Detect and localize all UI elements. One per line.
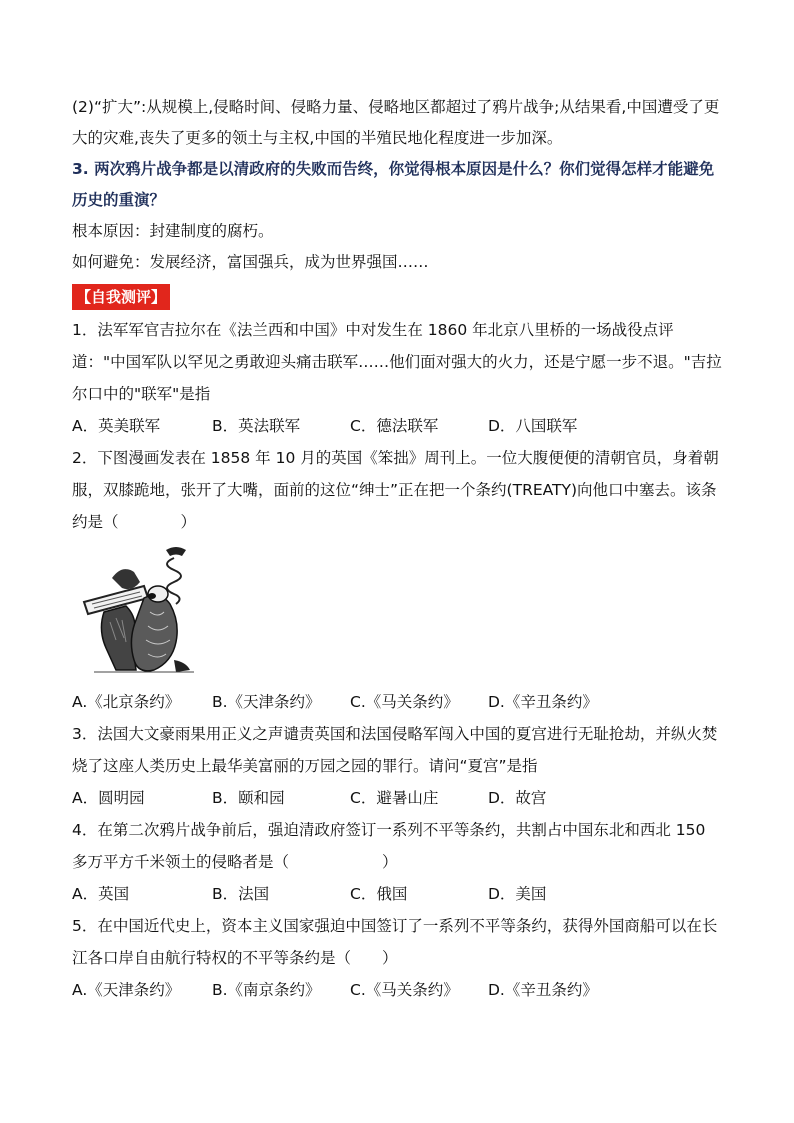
option-d: D．八国联军	[488, 417, 578, 435]
question-2-options	[72, 686, 724, 718]
question-1-stem: 1．法军军官吉拉尔在《法兰西和中国》中对发生在 1860 年北京八里桥的一场战役点评道："中国军队以罕见之勇敢迎头痛击联军……他们面对强大的火力，还是宁愿一步不退。"吉拉尔口中的"联军"是指	[72, 321, 722, 403]
question-5-stem: 5．在中国近代史上，资本主义国家强迫中国签订了一系列不平等条约，获得外国商船可以在长江各口岸自由航行特权的不平等条约是（ ）	[72, 917, 718, 967]
answer-how-to-avoid: 如何避免：发展经济，富国强兵，成为世界强国……	[72, 253, 429, 271]
option-b: B．法国	[212, 885, 270, 903]
option-b: B．英法联军	[212, 417, 301, 435]
option-c: C.《马关条约》	[350, 693, 459, 711]
option-c: C．德法联军	[350, 417, 439, 435]
discussion-question-3: 3. 两次鸦片战争都是以清政府的失败而告终，你觉得根本原因是什么？你们觉得怎样才能避免历史的重演？	[72, 160, 715, 209]
question-1-options	[72, 410, 724, 442]
option-a: A．英国	[72, 885, 130, 903]
option-d: D．美国	[488, 885, 547, 903]
option-b: B.《天津条约》	[212, 693, 321, 711]
cartoon-image	[74, 542, 214, 682]
option-c: C.《马关条约》	[350, 981, 459, 999]
option-c: C．俄国	[350, 885, 408, 903]
intro-paragraph: (2)“扩大”:从规模上,侵略时间、侵略力量、侵略地区都超过了鸦片战争;从结果看,中国遭受了更大的灾难,丧失了更多的领土与主权,中国的半殖民地化程度进一步加深。	[72, 98, 720, 147]
option-d: D.《辛丑条约》	[488, 981, 598, 999]
option-b: B.《南京条约》	[212, 981, 321, 999]
self-assessment-tag: 【自我测评】	[72, 284, 170, 310]
option-b: B．颐和园	[212, 789, 285, 807]
question-4-options	[72, 878, 724, 910]
question-3-options	[72, 782, 724, 814]
option-a: A．圆明园	[72, 789, 145, 807]
question-2-stem: 2．下图漫画发表在 1858 年 10 月的英国《笨拙》周刊上。一位大腹便便的清朝官员，身着朝服，双膝跪地，张开了大嘴，面前的这位“绅士”正在把一个条约(TREATY)向他口中塞去。该条约是（ ）	[72, 449, 719, 531]
question-3-stem: 3．法国大文豪雨果用正义之声谴责英国和法国侵略军闯入中国的夏宫进行无耻抢劫，并纵火焚烧了这座人类历史上最华美富丽的万园之园的罪行。请问“夏宫”是指	[72, 725, 718, 775]
option-a: A.《天津条约》	[72, 981, 181, 999]
question-4-stem: 4．在第二次鸦片战争前后，强迫清政府签订一系列不平等条约，共割占中国东北和西北 150 多万平方千米领土的侵略者是（ ）	[72, 821, 706, 871]
option-a: A．英美联军	[72, 417, 161, 435]
option-d: D.《辛丑条约》	[488, 693, 598, 711]
option-c: C．避暑山庄	[350, 789, 439, 807]
answer-root-cause: 根本原因：封建制度的腐朽。	[72, 222, 274, 240]
option-d: D．故宫	[488, 789, 547, 807]
option-a: A.《北京条约》	[72, 693, 181, 711]
question-5-options	[72, 974, 724, 1006]
document-page	[72, 92, 724, 1006]
